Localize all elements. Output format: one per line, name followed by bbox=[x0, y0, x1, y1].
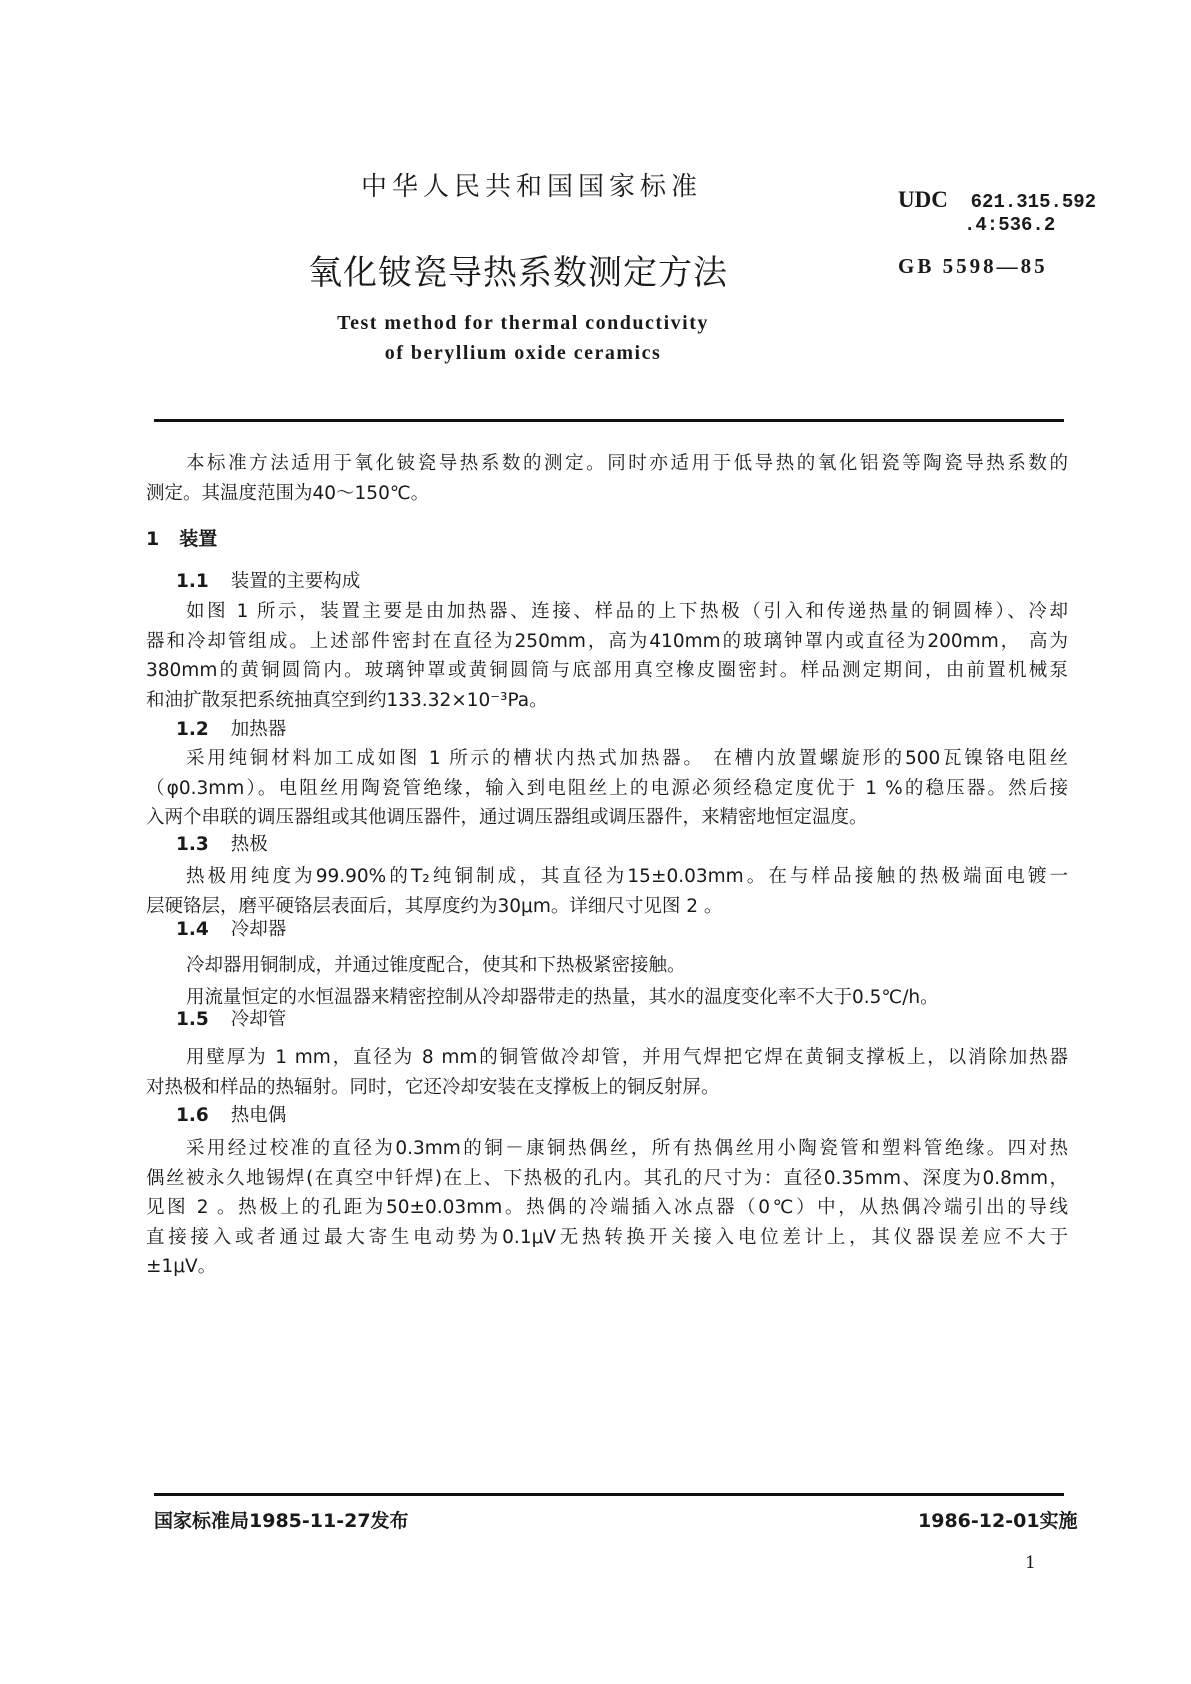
document-title-en bbox=[0, 308, 1046, 368]
text-line: 层硬铬层，磨平硬铬层表面后，其厚度约为30μm。详细尺寸见图 2 。 bbox=[146, 895, 723, 917]
text-line: ±1μV。 bbox=[146, 1256, 217, 1277]
text-line: 器和冷却管组成。上述部件密封在直径为250mm，高为410mm的玻璃钟罩内或直径为200mm， 高为 bbox=[146, 630, 1068, 652]
gb-number: GB 5598—85 bbox=[898, 254, 1048, 278]
subsection-number: 1.3 bbox=[176, 834, 209, 855]
subsection-title: 热极 bbox=[230, 834, 268, 855]
udc-label: UDC bbox=[898, 187, 948, 212]
udc-line2: .4:536.2 bbox=[964, 214, 1056, 236]
footer-divider bbox=[154, 1493, 1064, 1496]
section-title: 装置 bbox=[179, 528, 218, 550]
subsection-title: 装置的主要构成 bbox=[230, 571, 361, 592]
title-en-line2: of beryllium oxide ceramics bbox=[384, 342, 662, 364]
text-line: 见图 2 。热极上的孔距为50±0.03mm。热偶的冷端插入冰点器（0℃）中，从热偶冷端引出的导线 bbox=[146, 1197, 1068, 1218]
section-number: 1 bbox=[146, 528, 160, 550]
subsection-title: 加热器 bbox=[230, 719, 287, 740]
text-line: 本标准方法适用于氧化铍瓷导热系数的测定。同时亦适用于低导热的氧化铝瓷等陶瓷导热系数的 bbox=[186, 453, 1068, 474]
subsection-title: 冷却器 bbox=[230, 919, 287, 940]
udc-line1: 621.315.592 bbox=[970, 191, 1097, 213]
page-number: 1 bbox=[1025, 1553, 1036, 1573]
subsection-paragraph bbox=[146, 1134, 1068, 1282]
subsection-heading bbox=[176, 715, 286, 741]
subsection-title: 热电偶 bbox=[230, 1105, 287, 1126]
udc-code bbox=[898, 188, 1096, 237]
subsection-number: 1.1 bbox=[176, 571, 209, 592]
subsection-heading bbox=[176, 915, 286, 941]
subsection-title: 冷却管 bbox=[230, 1009, 287, 1030]
text-line: 用壁厚为 1 mm，直径为 8 mm的铜管做冷却管，并用气焊把它焊在黄铜支撑板上，以消除加热器 bbox=[186, 1047, 1068, 1068]
document-title-cn: 氧化铍瓷导热系数测定方法 bbox=[308, 253, 728, 293]
subsection-number: 1.5 bbox=[176, 1009, 209, 1030]
effective-date: 1986-12-01实施 bbox=[918, 1510, 1078, 1532]
header-divider bbox=[154, 419, 1064, 422]
text-line: 冷却器用铜制成，并通过锥度配合，使其和下热极紧密接触。 bbox=[186, 955, 686, 976]
text-line: 偶丝被永久地锡焊(在真空中钎焊)在上、下热极的孔内。其孔的尺寸为：直径0.35mm、深度为0.8mm， bbox=[146, 1167, 1068, 1189]
subsection-paragraph bbox=[146, 862, 1068, 921]
intro-paragraph bbox=[146, 449, 1068, 508]
subsection-paragraph bbox=[146, 597, 1068, 715]
text-line: 如图 1 所示，装置主要是由加热器、连接、样品的上下热极（引入和传递热量的铜圆棒）、冷却 bbox=[186, 601, 1068, 622]
text-line: 采用经过校准的直径为0.3mm的铜－康铜热偶丝，所有热偶丝用小陶瓷管和塑料管绝缘。四对热 bbox=[186, 1138, 1068, 1159]
title-en-line1: Test method for thermal conductivity bbox=[337, 312, 709, 334]
subsection-number: 1.2 bbox=[176, 719, 209, 740]
text-line: 入两个串联的调压器组或其他调压器件，通过调压器组或调压器件，来精密地恒定温度。 bbox=[146, 807, 868, 828]
subsection-number: 1.4 bbox=[176, 919, 209, 940]
subsection-paragraph bbox=[146, 951, 1068, 1012]
subsection-heading bbox=[176, 830, 268, 856]
text-line: （φ0.3mm）。电阻丝用陶瓷管绝缘，输入到电阻丝上的电源必须经稳定度优于 1 %的稳压器。然后接 bbox=[146, 777, 1068, 799]
subsection-number: 1.6 bbox=[176, 1105, 209, 1126]
subsection-paragraph bbox=[146, 1043, 1068, 1102]
subsection-heading bbox=[176, 1005, 286, 1031]
section-heading bbox=[146, 524, 217, 551]
text-line: 对热极和样品的热辐射。同时，它还冷却安装在支撑板上的铜反射屏。 bbox=[146, 1076, 720, 1098]
standard-category: 中华人民共和国国家标准 bbox=[361, 172, 703, 202]
text-line: 和油扩散泵把系统抽真空到约133.32×10⁻³Pa。 bbox=[146, 689, 548, 711]
subsection-heading bbox=[176, 567, 360, 593]
text-line: 用流量恒定的水恒温器来精密控制从冷却器带走的热量，其水的温度变化率不大于0.5℃/h。 bbox=[186, 986, 939, 1008]
subsection-paragraph bbox=[146, 744, 1068, 833]
issue-date: 国家标准局1985-11-27发布 bbox=[154, 1510, 409, 1532]
text-line: 热极用纯度为99.90%的T₂纯铜制成，其直径为15±0.03mm。在与样品接触的热极端面电镀一 bbox=[186, 866, 1068, 887]
text-line: 测定。其温度范围为40～150℃。 bbox=[146, 482, 430, 504]
text-line: 380mm的黄铜圆筒内。玻璃钟罩或黄铜圆筒与底部用真空橡皮圈密封。样品测定期间，由前置机械泵 bbox=[146, 660, 1068, 681]
text-line: 直接接入或者通过最大寄生电动势为0.1μV无热转换开关接入电位差计上，其仪器误差应不大于 bbox=[146, 1226, 1068, 1248]
text-line: 采用纯铜材料加工成如图 1 所示的槽状内热式加热器。 在槽内放置螺旋形的500瓦镍铬电阻丝 bbox=[186, 748, 1068, 769]
subsection-heading bbox=[176, 1101, 286, 1127]
